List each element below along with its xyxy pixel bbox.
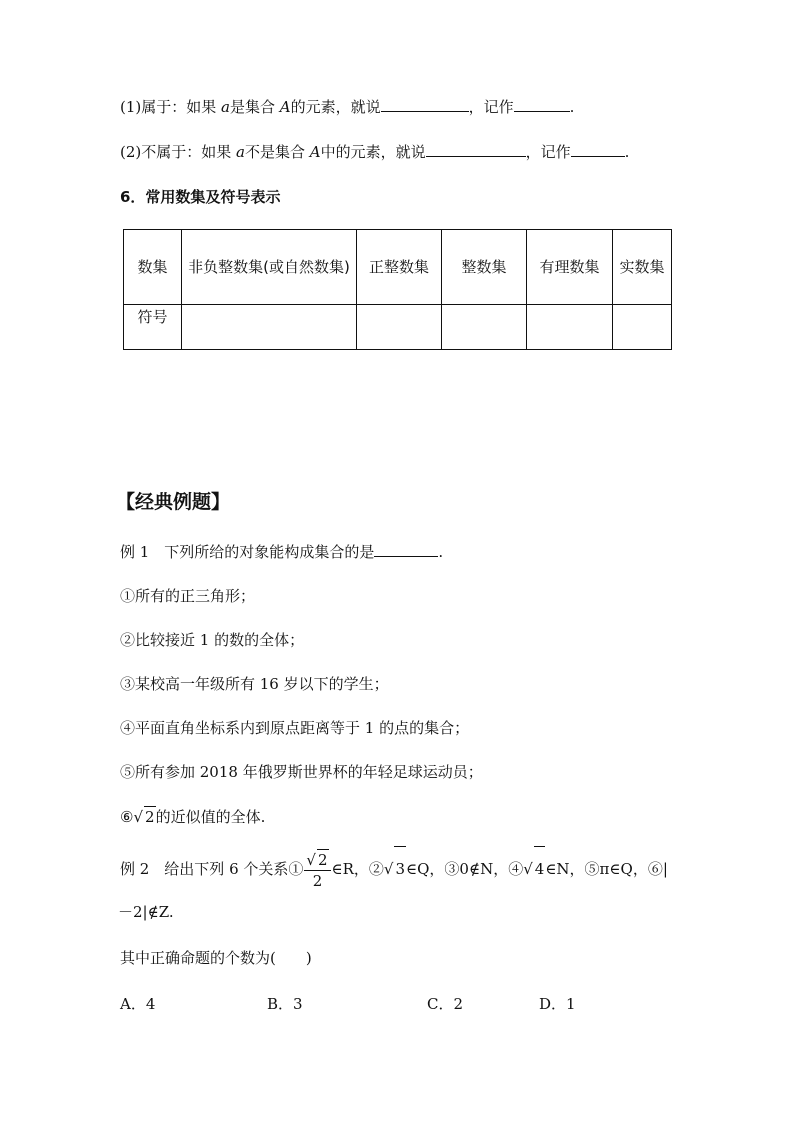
table-cell: 符号 [124, 305, 182, 350]
example-1-item: ①所有的正三角形； [120, 587, 256, 605]
example-1-prompt: 例 1 下列所给的对象能构成集合的是 . [120, 543, 444, 561]
table-symbol-row [124, 305, 672, 350]
option-d[interactable]: D．1 [539, 995, 576, 1013]
fill-blank[interactable] [374, 542, 438, 557]
table-cell-empty[interactable] [613, 305, 672, 350]
table-cell-empty[interactable] [182, 305, 357, 350]
table-cell: 整数集 [442, 230, 527, 305]
table-cell: 非负整数集(或自然数集) [182, 230, 357, 305]
table-header-row [124, 230, 672, 305]
example-1-item: ③某校高一年级所有 16 岁以下的学生； [120, 675, 389, 693]
def-item-2: (2)不属于：如果 a不是集合 A中的元素，就说 ，记作 . [120, 143, 630, 161]
table-cell-empty[interactable] [442, 305, 527, 350]
table-cell-empty[interactable] [527, 305, 613, 350]
number-sets-table [123, 229, 672, 350]
examples-heading: 【经典例题】 [116, 491, 231, 513]
fraction: $\frac{√ 2}{2}$ [304, 849, 330, 891]
fill-blank[interactable] [571, 142, 625, 157]
example-1-item: ⑤所有参加 2018 年俄罗斯世界杯的年轻足球运动员； [120, 763, 483, 781]
sqrt-symbol: √ 2 [133, 808, 155, 826]
section-6-title: 6．常用数集及符号表示 [120, 188, 281, 206]
example-2-relations: 例 2 给出下列 6 个关系① $\frac{√ 2}{2}$ ∈R，②√ 3∈Q，③0∉N，④√ 4∈N，⑤π∈Q，⑥| [120, 846, 668, 891]
sqrt-symbol: √ 4 [523, 846, 545, 891]
sqrt-symbol: √ 3 [384, 846, 406, 891]
table-cell-empty[interactable] [357, 305, 442, 350]
table-cell: 有理数集 [527, 230, 613, 305]
option-c[interactable]: C．2 [427, 995, 464, 1013]
fill-blank[interactable] [381, 97, 469, 112]
option-a[interactable]: A．4 [120, 995, 156, 1013]
fill-blank[interactable] [426, 142, 526, 157]
table-cell: 数集 [124, 230, 182, 305]
def-item-1: (1)属于：如果 a是集合 A的元素，就说 ，记作 . [120, 98, 575, 116]
table-cell: 正整数集 [357, 230, 442, 305]
example-1-item-6: ⑥√ 2的近似值的全体. [120, 808, 266, 826]
sqrt-symbol: √ 2 [306, 851, 328, 869]
table-cell: 实数集 [613, 230, 672, 305]
example-1-item: ④平面直角坐标系内到原点距离等于 1 的点的集合； [120, 719, 470, 737]
example-1-item: ②比较接近 1 的数的全体； [120, 631, 305, 649]
fill-blank[interactable] [514, 97, 570, 112]
example-2-relations-cont: －2|∉Z. [118, 903, 174, 921]
example-2-question: 其中正确命题的个数为( ) [120, 949, 312, 967]
option-b[interactable]: B．3 [267, 995, 303, 1013]
